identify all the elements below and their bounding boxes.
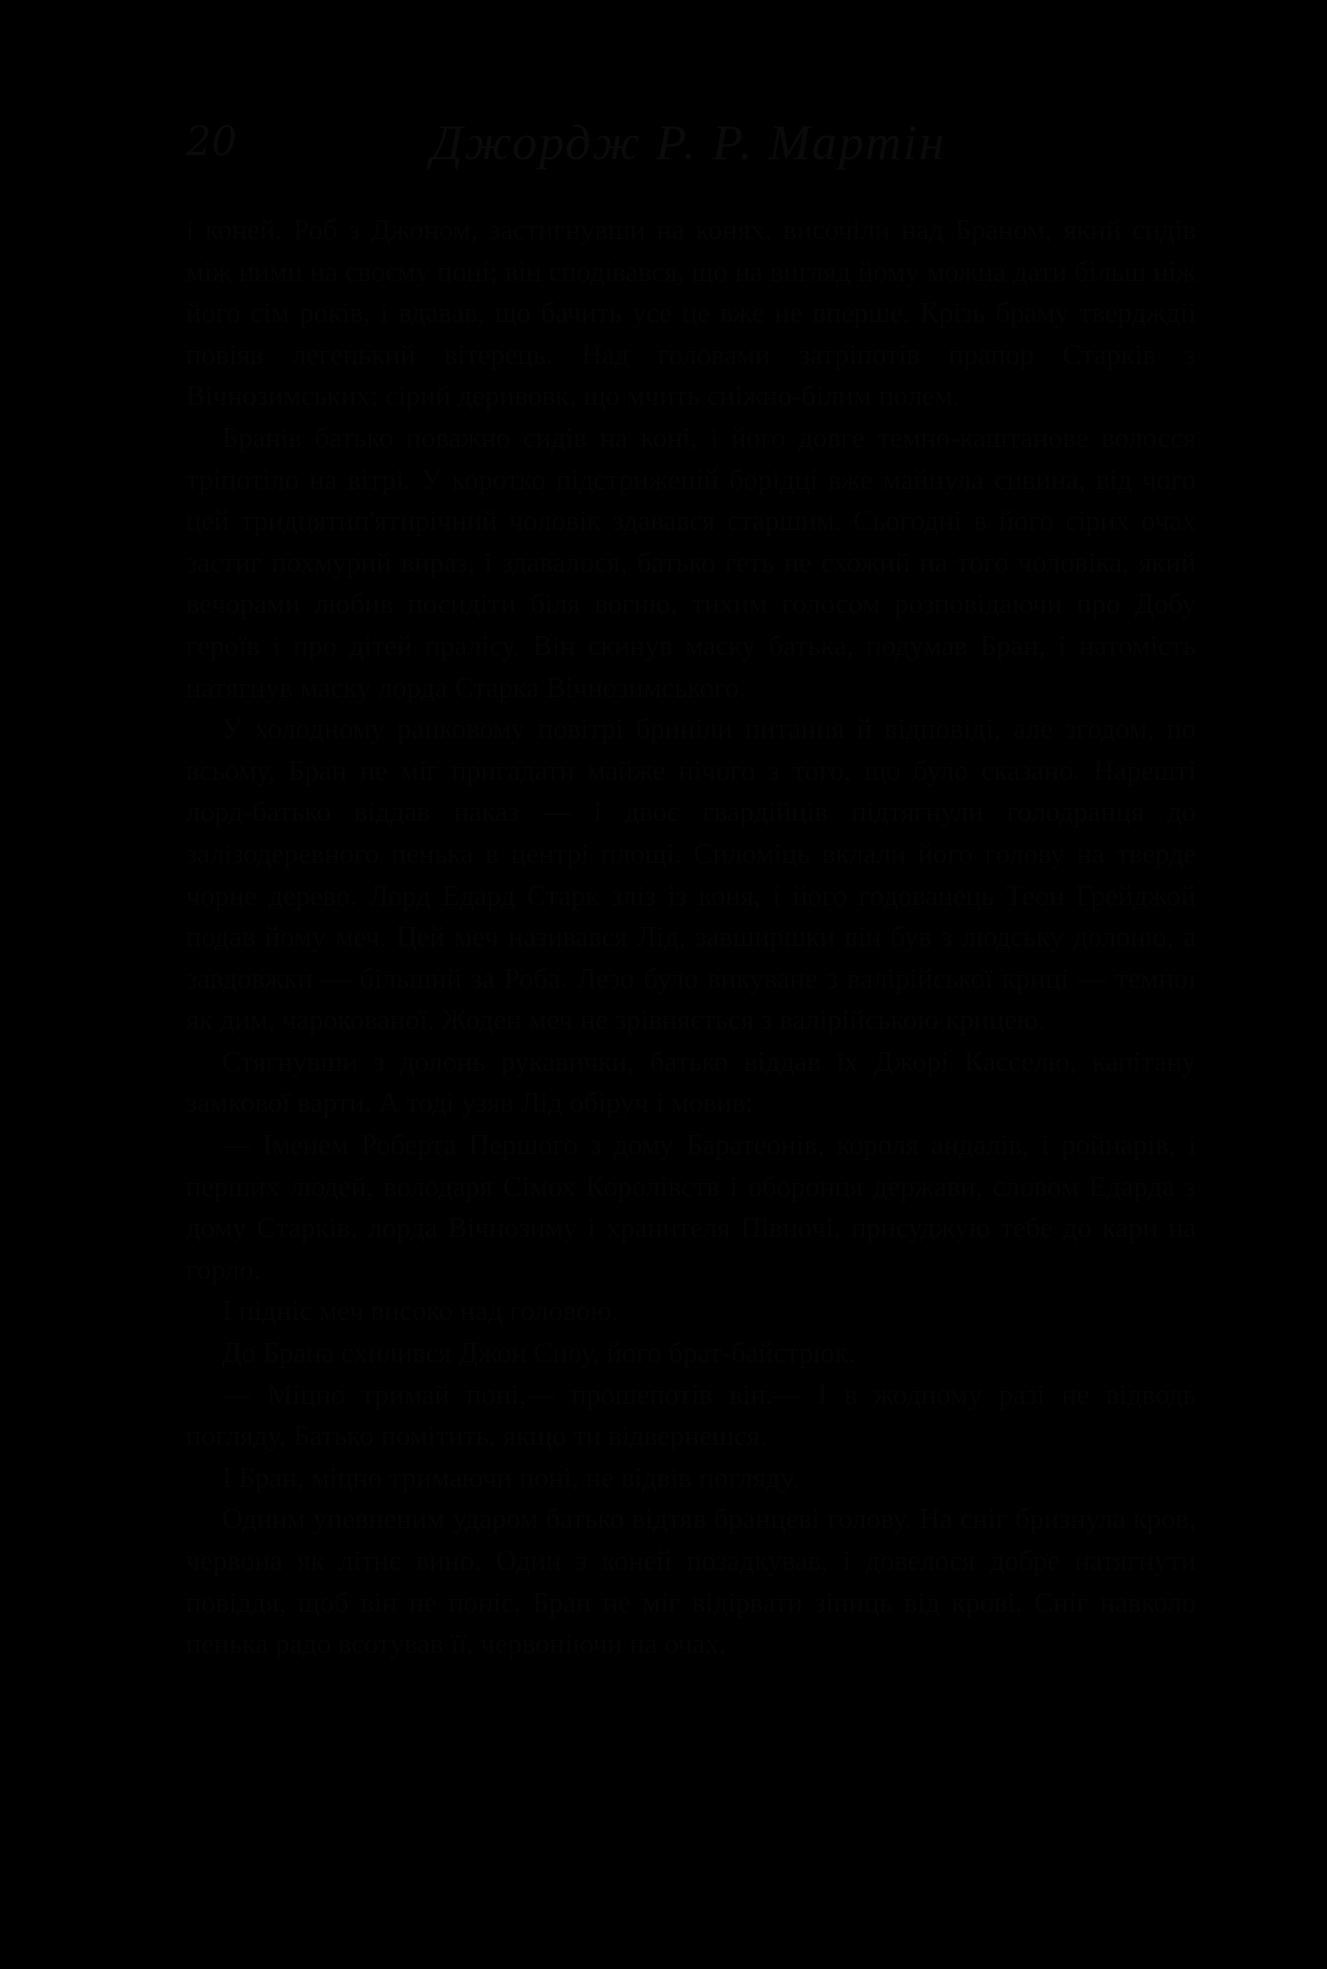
paragraph: — Іменем Роберта Першого з дому Баратеонів, короля андалів, і ройнарів, і перших людей, володаря Сімох Королівств і оборонця держави, словом Едарда з дому Старків, лорда Вічнозиму і хранителя Півночі, присуджую тебе до кари на горло. [186, 1130, 1196, 1286]
paragraph: Стягнувши з долонь рукавички, батько віддав їх Джорі Касселю, капітану замкової варти. А тоді узяв Лід обіруч і мовив: [186, 1046, 1196, 1120]
running-head-title: Джордж Р. Р. Мартін [431, 114, 946, 170]
running-head [186, 112, 1196, 182]
paragraph: У холодному ранковому повітрі бриніли питання й відповіді, але згодом, по всьому, Бран не міг пригадати майже нічого з того, що було сказано. Нарешті лорд-батько віддав наказ — і двоє гвардійців підтягнули голодранця до залізодеревного пенька в центрі площі. Силоміць вклали його голову на тверде чорне дерево. Лорд Едард Старк зліз із коня, і його годованець Теон Грейджой подав йому меч. Цей меч називався Лід, завширшки він був з людську долоню, а завдовжки — більший за Роба. Лезо було викуване з валірійської криці — темної як дим, чарокованої. Жоден меч не зрівняється з валірійською крицею. [186, 714, 1196, 1037]
paragraph: Одним упевненим ударом батько відтяв бранцеві голову. На сніг бризнула кров, червона як літнє вино. Один з коней позадкував, і довелося добре натягнути повіддя, щоб він не поніс. Бран не міг відірвати зіниць від крові. Сніг навколо пенька радо всотував її, червоніючи на очах. [186, 1504, 1196, 1661]
paragraph: До Брана схилився Джон Сноу, його брат-байстрюк. [222, 1338, 856, 1370]
paragraph: І Бран, міцно тримаючи поні, не відвів погляду. [222, 1462, 799, 1494]
paragraph: і коней. Роб з Джоном, застигнувши на конях, височіли над Браном, який сидів між ними на своєму поні; він сподівався, що на вигляд йому можна дати більш ніж його сім років, і вдавав, що бачить усе це вже не вперше. Крізь браму твердждіі повіяв легенький вітерець. Над головами затріпотів прапор Старків з Вічнозимських: сірий деривовк, що мчить сніжно-білим полем. [186, 215, 1196, 413]
paragraph: Бранів батько поважно сидів на коні, і його довге темно-каштанове волосся тріпотіло на вітрі. У коротко підстриженій борідці вже майнула сивина, від чого цей тридцятип'ятирічний чоловік здавався старшим. Сьогодні в його сірих очах застиг похмурий вираз, і здавалося, батько геть не схожий на того чоловіка, який вечорами любив посидіти біля вогню, тихим голосом розповідаючи про Добу героїв і про дітей пралісу. Він скинув маску батька, подумав Бран, і натомість натягнув маску лорда Старка Вічнозимського. [186, 422, 1196, 704]
paragraph: І підніс меч високо над головою. [222, 1296, 619, 1328]
body-text [186, 210, 1196, 1666]
paragraph: — Міцно тримай поні,— прошепотів він.— І в жодному разі не відводь погляду. Батько помітить, якщо ти відвернешся. [186, 1379, 1196, 1453]
page-number: 20 [186, 119, 237, 165]
